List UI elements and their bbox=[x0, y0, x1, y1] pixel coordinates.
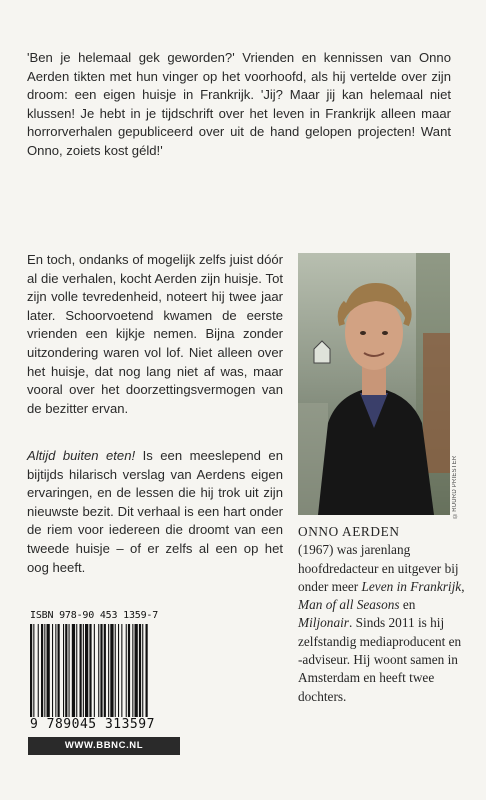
barcode-bar bbox=[104, 624, 106, 729]
barcode-bar bbox=[65, 624, 67, 729]
barcode-bar bbox=[44, 624, 45, 729]
website-label: WWW.BBNC.NL bbox=[28, 737, 180, 755]
bio-text-3: en bbox=[399, 597, 416, 613]
barcode-bar bbox=[128, 624, 130, 729]
barcode-bar bbox=[142, 624, 143, 729]
barcode-bar bbox=[30, 624, 32, 729]
barcode-bar bbox=[41, 624, 43, 729]
barcode-bar bbox=[69, 624, 70, 729]
barcode-bar bbox=[85, 624, 88, 729]
barcode-bar bbox=[52, 624, 53, 729]
barcode-bar bbox=[72, 624, 75, 729]
barcode-bar bbox=[132, 624, 133, 729]
isbn-label: ISBN 978-90 453 1359-7 bbox=[30, 610, 159, 621]
bio-text-2: , bbox=[461, 578, 465, 594]
barcode-bar bbox=[100, 624, 102, 729]
magazine-title-1: Leven in Frankrijk bbox=[361, 578, 462, 594]
barcode-bar bbox=[126, 624, 127, 729]
barcode-bar bbox=[38, 624, 39, 729]
barcode-bar bbox=[33, 624, 34, 729]
barcode-bar bbox=[80, 624, 82, 729]
author-name: ONNO AERDEN bbox=[298, 524, 400, 539]
barcode-bar bbox=[47, 624, 50, 729]
barcode-bar bbox=[115, 624, 116, 729]
bio-text-1: (1967) was jarenlang hoofdredacteur en uitgever bij onder meer bbox=[298, 542, 459, 594]
barcode-bar bbox=[83, 624, 84, 729]
barcode-bar bbox=[55, 624, 56, 729]
barcode-bar bbox=[89, 624, 91, 729]
blurb-paragraph-3-text: Is een meeslepend en bijtijds hilarisch verslag van Aerdens eigen ervaringen, en de lessen die hij trok uit zijn nieuwste bezit. Dit verhaal is een hart onder de riem voor iedereen die droomt van een tweede huisje – of er zelfs al een op het oog heeft. bbox=[27, 448, 283, 575]
barcode-bar bbox=[121, 624, 122, 729]
barcode-bar bbox=[135, 624, 138, 729]
blurb-paragraph-2: En toch, ondanks of mogelijk zelfs juist dóór al die verhalen, kocht Aerden zijn huisje. Tot zijn volle tevredenheid, noteert hij twee jaar later. Schoorvoetend kwamen de eerste vrienden een kijkje nemen. Bijna zonder uitzondering waren vol lof. Niet alleen over het huisje, dat nog lang niet af was, maar vooral over het doorzettingsvermogen van de bezitter ervan. bbox=[27, 252, 283, 416]
blurb-paragraph-3 bbox=[27, 447, 283, 577]
barcode-bar bbox=[139, 624, 141, 729]
barcode-bar bbox=[58, 624, 60, 729]
book-title: Altijd buiten eten! bbox=[27, 448, 136, 463]
barcode-bar bbox=[110, 624, 113, 729]
author-bio bbox=[298, 523, 468, 706]
author-portrait-illustration bbox=[298, 253, 450, 515]
barcode-bar bbox=[108, 624, 109, 729]
barcode-bar bbox=[146, 624, 148, 729]
barcode bbox=[30, 624, 180, 729]
barcode-digits: 9 789045 313597 bbox=[28, 717, 185, 732]
magazine-title-2: Man of all Seasons bbox=[298, 597, 400, 613]
barcode-bar bbox=[118, 624, 119, 729]
blurb-paragraph-1: 'Ben je helemaal gek geworden?' Vrienden en kennissen van Onno Aerden tikten met hun vinger op het voorhoofd, als hij vertelde over zijn droom: een eigen huisje in Frankrijk. 'Jij? Maar jij kan helemaal niet klussen! Je hebt in je tijdschrift over het leven in Frankrijk alleen maar horrorverhalen gepubliceerd over uit de hand gelopen projecten! Want Onno, zoiets kost géld!' bbox=[27, 50, 451, 158]
author-photo bbox=[298, 253, 450, 515]
barcode-bar bbox=[98, 624, 99, 729]
magazine-title-3: Miljonair bbox=[298, 615, 349, 631]
barcode-bar bbox=[63, 624, 64, 729]
barcode-bar bbox=[94, 624, 95, 729]
barcode-bar bbox=[76, 624, 77, 729]
photo-credit: ©RUURD PRIESTER bbox=[452, 455, 458, 518]
bio-text-4: . Sinds 2011 is hij zelfstandig mediaproducent en -adviseur. Hij woont samen in Amsterdam en heeft twee dochters. bbox=[298, 615, 462, 704]
